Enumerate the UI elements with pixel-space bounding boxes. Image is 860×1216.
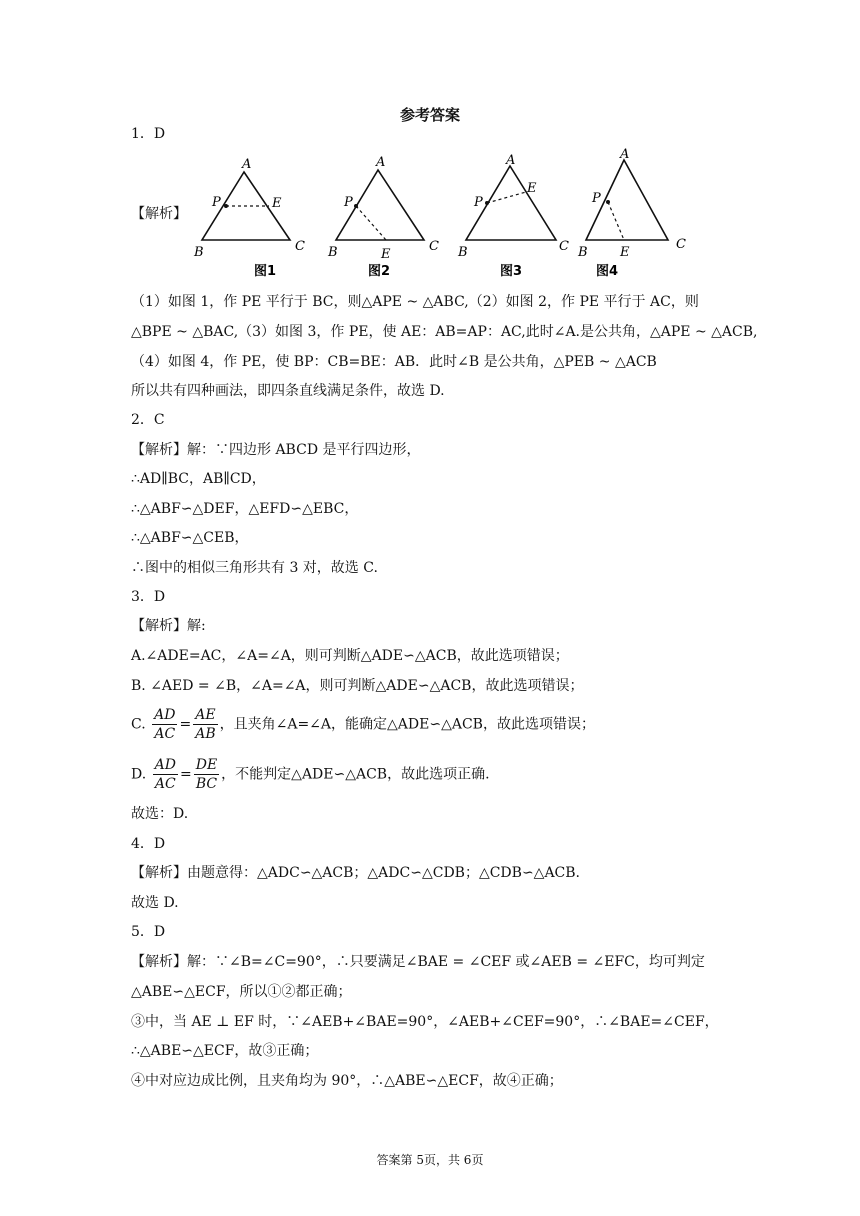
fig1-label-a: A: [242, 157, 252, 172]
q3-option-c-text: ，且夹角∠A=∠A，能确定△ADE∽△ACB，故此选项错误；: [219, 716, 595, 733]
fig1-label-b: B: [194, 245, 204, 260]
q2-line-3: ∴△ABF∽△DEF，△EFD∽△EBC，: [131, 501, 359, 517]
fig2-segment-pe: [356, 206, 386, 240]
fig2-label-e: E: [381, 247, 391, 262]
fig2-label-p: P: [344, 195, 353, 210]
fig3-point-p: [485, 201, 489, 205]
q1-line-1: （1）如图 1，作 PE 平行于 BC，则△APE ~ △ABC,（2）如图 2，作 PE 平行于 AC，则: [131, 294, 699, 310]
fig4-segment-pe: [608, 202, 624, 240]
q3-option-c: C. $\frac{AD}{AC}$ = $\frac{AE}{AB}$ ，且夹角∠A=∠A，能确定△ADE∽△ACB，故此选项错误；: [131, 707, 595, 742]
q5-line-3: ③中，当 AE ⊥ EF 时，∵∠AEB+∠BAE=90°，∠AEB+∠CEF=90°，∴∠BAE=∠CEF，: [131, 1014, 719, 1030]
q2-line-4: ∴△ABF∽△CEB，: [131, 530, 249, 546]
q3-option-a: A.∠ADE=AC，∠A=∠A，则可判断△ADE∽△ACB，故此选项错误；: [131, 648, 569, 664]
figure-3: [454, 152, 574, 286]
fig3-label-e: E: [527, 181, 537, 196]
figure-2: [326, 152, 446, 286]
q3-conclusion: 故选：D.: [131, 806, 189, 822]
fig1-label-e: E: [272, 196, 282, 211]
fig3-caption: 图3: [500, 264, 523, 279]
q3-option-b: B. ∠AED = ∠B，∠A=∠A，则可判断△ADE∽△ACB，故此选项错误；: [131, 678, 584, 694]
fraction-denominator: AB: [195, 726, 216, 742]
fig2-point-p: [354, 204, 358, 208]
q5-line-1: 【解析】解：∵∠B=∠C=90°，∴只要满足∠BAE = ∠CEF 或∠AEB = ∠EFC，均可判定: [131, 954, 705, 970]
fig3-label-p: P: [474, 195, 483, 210]
fig4-label-a: A: [620, 147, 630, 162]
fig3-label-c: C: [559, 239, 569, 254]
q1-line-4: 所以共有四种画法，即四条直线满足条件，故选 D.: [131, 383, 445, 399]
q2-line-1: 【解析】解：∵四边形 ABCD 是平行四边形，: [131, 442, 421, 458]
fig2-label-c: C: [429, 239, 439, 254]
q3-option-d-prefix: D.: [131, 766, 147, 783]
q3-option-d: D. $\frac{AD}{AC}$ = $\frac{DE}{BC}$ ，不能判定△ADE∽△ACB，故此选项正确.: [131, 757, 490, 792]
q4-line-2: 故选 D.: [131, 895, 179, 911]
fig4-label-p: P: [592, 191, 601, 206]
fig1-label-p: P: [212, 195, 221, 210]
fig1-point-p: [224, 204, 228, 208]
q2-line-2: ∴AD∥BC，AB∥CD，: [131, 471, 266, 487]
q1-jiexi-label: 【解析】: [131, 206, 187, 222]
fig2-label-b: B: [328, 245, 338, 260]
fraction-denominator: BC: [195, 776, 218, 792]
q3-answer: 3．D: [131, 589, 166, 605]
q3-option-d-fraction-1: [153, 756, 178, 793]
q3-line-1: 【解析】解:: [131, 618, 206, 634]
fig4-point-p: [606, 200, 610, 204]
fig1-caption: 图1: [254, 264, 277, 279]
q1-line-2: △BPE ~ △BAC,（3）如图 3，作 PE，使 AE：AB=AP：AC,此时∠A.是公共角，△APE ~ △ACB,: [131, 324, 758, 340]
fig3-label-a: A: [506, 153, 516, 168]
q3-option-c-fraction-1: [152, 706, 177, 743]
q1-answer: 1．D: [131, 126, 166, 142]
figure-4: [576, 147, 696, 286]
fig4-caption: 图4: [596, 264, 619, 279]
fig3-label-b: B: [458, 245, 468, 260]
fraction-numerator: DE: [195, 757, 218, 773]
fraction-denominator: AC: [154, 726, 176, 742]
fraction-numerator: AD: [154, 707, 176, 723]
fig2-label-a: A: [376, 155, 386, 170]
q2-line-5: ∴图中的相似三角形共有 3 对，故选 C.: [131, 560, 378, 576]
page-footer: 答案第 5页，共 6页: [376, 1153, 484, 1167]
q3-option-d-text: ，不能判定△ADE∽△ACB，故此选项正确.: [221, 766, 490, 783]
q1-line-3: （4）如图 4，作 PE，使 BP：CB=BE：AB．此时∠B 是公共角，△PEB ~ △ACB: [131, 354, 657, 370]
q5-line-4: ∴△ABE∽△ECF，故③正确；: [131, 1043, 319, 1059]
figure-1: [192, 152, 312, 286]
q3-option-d-fraction-2: [194, 756, 219, 793]
fraction-numerator: AD: [154, 757, 176, 773]
fig1-label-c: C: [295, 239, 305, 254]
q3-option-c-prefix: C.: [131, 716, 146, 733]
fig4-label-c: C: [676, 237, 686, 252]
q5-answer: 5．D: [131, 924, 166, 940]
q4-line-1: 【解析】由题意得：△ADC∽△ACB；△ADC∽△CDB；△CDB∽△ACB.: [131, 865, 581, 881]
q4-answer: 4．D: [131, 836, 166, 852]
fig4-label-e: E: [620, 245, 630, 260]
fraction-denominator: AC: [154, 776, 176, 792]
q3-option-c-fraction-2: [193, 706, 217, 743]
q2-answer: 2．C: [131, 412, 165, 428]
fig4-label-b: B: [578, 245, 588, 260]
fig2-caption: 图2: [368, 264, 391, 279]
q5-line-2: △ABE∽△ECF，所以①②都正确；: [131, 984, 352, 1000]
page-title: 参考答案: [399, 106, 460, 124]
q5-line-5: ④中对应边成比例，且夹角均为 90°，∴△ABE∽△ECF，故④正确；: [131, 1073, 563, 1089]
fraction-numerator: AE: [193, 706, 217, 725]
